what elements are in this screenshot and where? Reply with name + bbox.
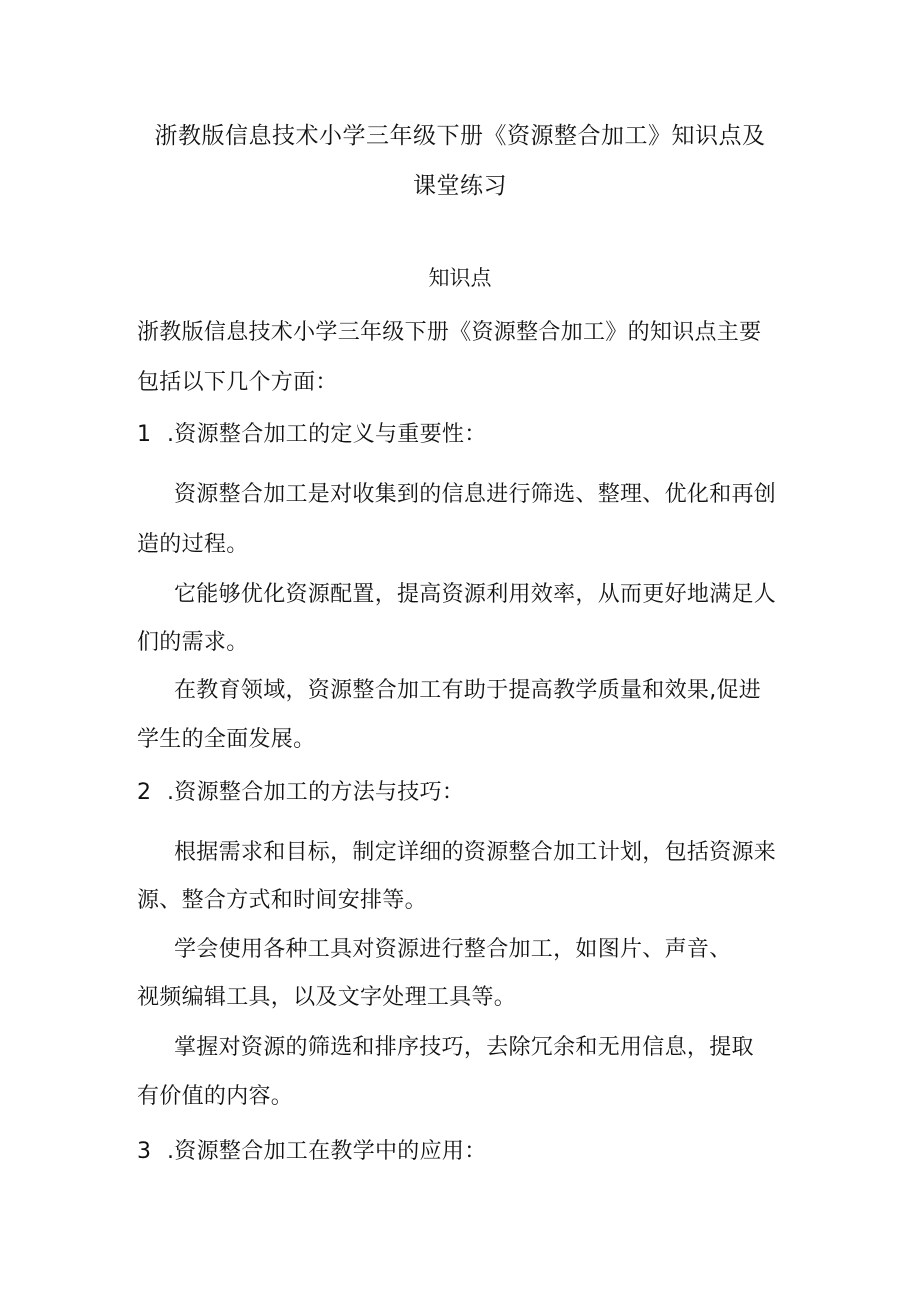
item-1-para-1-line-1: 资源整合加工是对收集到的信息进行筛选、整理、优化和再创 (174, 482, 777, 507)
item-2-para-2-line-2: 视频编辑工具，以及文字处理工具等。 (137, 985, 517, 1010)
item-2-para-2-line-1: 学会使用各种工具对资源进行整合加工，如图片、声音、 (174, 937, 732, 962)
intro-line-1: 浙教版信息技术小学三年级下册《资源整合加工》的知识点主要 (137, 320, 762, 345)
item-1-para-2-line-1: 它能够优化资源配置，提高资源利用效率，从而更好地满足人 (174, 582, 777, 607)
item-2-para-3-line-2: 有价值的内容。 (137, 1084, 294, 1109)
section-heading-knowledge-points: 知识点 (428, 266, 492, 290)
item-2-para-3-line-1: 掌握对资源的筛选和排序技巧，去除冗余和无用信息，提取 (174, 1035, 754, 1060)
item-3-heading-text: .资源整合加工在教学中的应用： (167, 1139, 487, 1164)
item-2-number: 2 (137, 780, 152, 805)
item-1-heading-text: .资源整合加工的定义与重要性： (167, 422, 487, 447)
item-2-heading (137, 775, 464, 806)
item-1-heading (137, 417, 487, 448)
item-3-heading (137, 1134, 487, 1165)
item-1-para-1-line-2: 造的过程。 (137, 532, 249, 557)
item-1-number: 1 (137, 422, 152, 447)
item-2-para-1-line-2: 源、整合方式和时间安排等。 (137, 888, 427, 913)
item-2-para-1-line-1: 根据需求和目标，制定详细的资源整合加工计划，包括资源来 (174, 840, 777, 865)
document-title-line-2: 课堂练习 (413, 173, 507, 199)
item-1-para-2-line-2: 们的需求。 (137, 630, 249, 655)
item-3-number: 3 (137, 1139, 152, 1164)
document-title-line-1: 浙教版信息技术小学三年级下册《资源整合加工》知识点及 (154, 123, 766, 149)
item-2-heading-text: .资源整合加工的方法与技巧： (167, 780, 465, 805)
item-1-para-3-line-1: 在教育领域，资源整合加工有助于提高教学质量和效果,促进 (174, 678, 762, 703)
item-1-para-3-line-2: 学生的全面发展。 (137, 727, 316, 752)
intro-line-2: 包括以下几个方面： (137, 370, 338, 395)
